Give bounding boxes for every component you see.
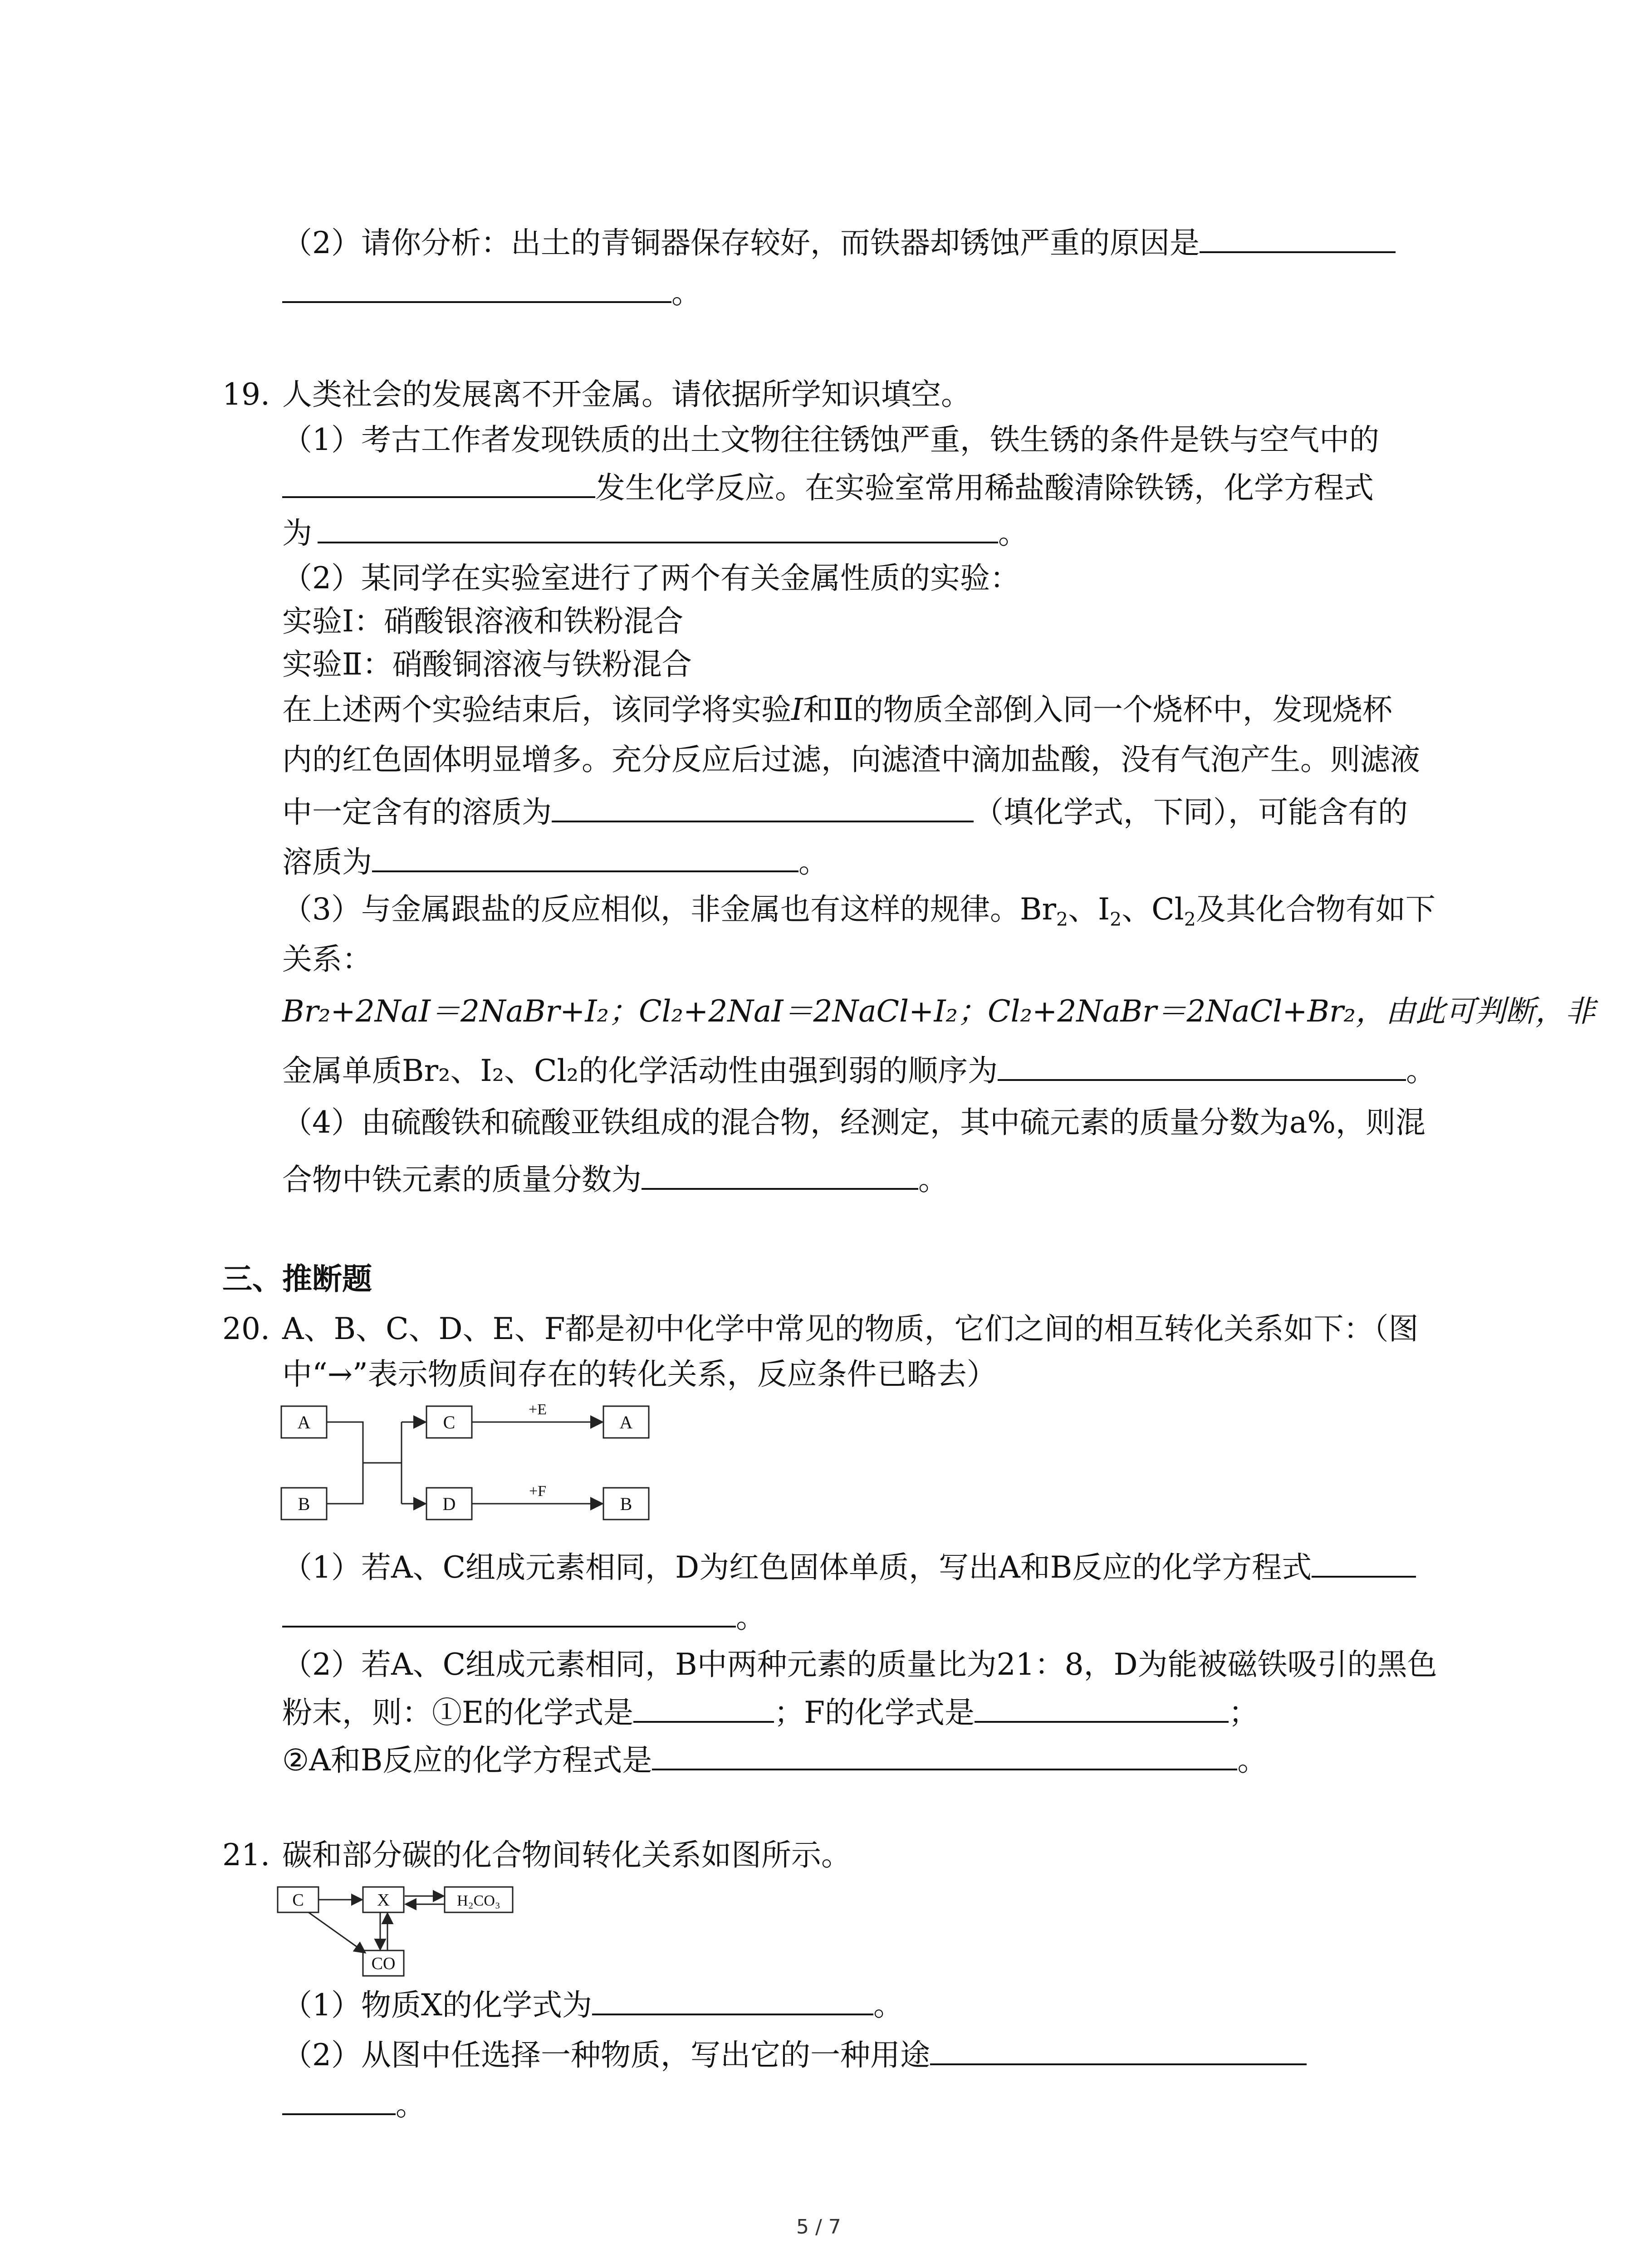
bracket-line (327, 1422, 363, 1504)
text: （1）若A、C组成元素相同，D为红色固体单质，写出A和B反应的化学方程式 (282, 1550, 1312, 1585)
text: 中“→”表示物质间存在的转化关系，反应条件已略去） (282, 1357, 997, 1392)
q20-part1-line2 (282, 1597, 766, 1636)
label-c: C (292, 1891, 304, 1910)
q20-stem-line1 (282, 1311, 1419, 1347)
q21-part1 (282, 1984, 903, 2024)
text: 中一定含有的溶质为 (282, 795, 552, 830)
label-h2co3: H₂CO₃ (457, 1892, 500, 1909)
q19-exp1 (282, 603, 683, 640)
text: （2）从图中任选择一种物质，写出它的一种用途 (282, 2038, 930, 2072)
label-plus-e: +E (529, 1401, 547, 1418)
answer-blank[interactable] (282, 272, 671, 303)
q19-part2-line7 (282, 841, 828, 880)
section-title-text: 三、推断题 (222, 1261, 372, 1296)
answer-blank[interactable] (1312, 1547, 1416, 1578)
text: 发生化学反应。在实验室常用稀盐酸清除铁锈，化学方程式 (595, 470, 1374, 505)
text: 、I (1068, 892, 1110, 927)
answer-blank[interactable] (975, 1692, 1229, 1723)
q19-part2-line5 (282, 742, 1420, 778)
question-number: 19. (222, 377, 270, 412)
q21-stem (282, 1837, 851, 1873)
q19-stem (282, 376, 971, 413)
text: （2）若A、C组成元素相同，B中两种元素的质量比为21：8，D为能被磁铁吸引的黑色 (282, 1647, 1437, 1682)
answer-blank[interactable] (552, 792, 974, 822)
q21-part2-line1 (282, 2034, 1307, 2073)
q19-part2-line6 (282, 792, 1408, 831)
page-number (796, 2209, 841, 2245)
q20-part2-line1 (282, 1647, 1437, 1683)
q20-part1-line1 (282, 1547, 1416, 1586)
q19-part1-line1 (282, 422, 1379, 458)
q19-part2-line1 (282, 560, 1020, 596)
answer-blank[interactable] (652, 1740, 1237, 1770)
text: I (791, 692, 803, 727)
label-co: CO (371, 1954, 396, 1973)
period: 。 (396, 2087, 426, 2122)
text: 为 (282, 516, 312, 551)
text: 合物中铁元素的质量分数为 (282, 1162, 642, 1197)
answer-blank[interactable] (930, 2034, 1307, 2065)
text: 实验Ⅱ：硝酸铜溶液与铁粉混合 (282, 647, 692, 682)
text: 实验Ⅰ：硝酸银溶液和铁粉混合 (282, 604, 684, 639)
text: 内的红色固体明显增多。充分反应后过滤，向滤渣中滴加盐酸，没有气泡产生。则滤液 (282, 742, 1420, 777)
q19-part1-line3 (282, 513, 1028, 552)
q20-number (222, 1311, 270, 1347)
q20-part2-line3 (282, 1740, 1267, 1779)
question-stem: 碳和部分碳的化合物间转化关系如图所示。 (282, 1838, 851, 1872)
label-a-left: A (297, 1412, 311, 1432)
question-number: 21. (222, 1838, 270, 1872)
q21-part2-line2 (282, 2084, 426, 2123)
period: 。 (1237, 1743, 1268, 1778)
answer-blank[interactable] (282, 1597, 736, 1628)
q20-conversion-diagram (272, 1397, 662, 1533)
period: 。 (671, 275, 701, 310)
text: 和Ⅱ的物质全部倒入同一个烧杯中，发现烧杯 (803, 692, 1392, 727)
period: 。 (1406, 1053, 1436, 1088)
subscript: 2 (1110, 909, 1122, 931)
text: 、Cl (1122, 892, 1184, 927)
q19-part2-line4 (282, 692, 1392, 728)
q19-part3-line4 (282, 1050, 1436, 1089)
answer-blank[interactable] (372, 841, 798, 872)
q21-number (222, 1837, 270, 1873)
answer-blank[interactable] (282, 2084, 396, 2115)
text: A、B、C、D、E、F都是初中化学中常见的物质，它们之间的相互转化关系如下：（图 (282, 1311, 1419, 1346)
answer-blank[interactable] (1200, 222, 1396, 253)
period: 。 (736, 1600, 766, 1635)
q19-part4-line1 (282, 1105, 1425, 1141)
question-number: 20. (222, 1311, 270, 1346)
text: （1）考古工作者发现铁质的出土文物往往锈蚀严重，铁生锈的条件是铁与空气中的 (282, 422, 1379, 457)
text: ；F的化学式是 (774, 1695, 975, 1730)
label-c: C (443, 1412, 456, 1432)
answer-blank[interactable] (318, 513, 998, 543)
label-b-left: B (298, 1494, 310, 1514)
text: （2）某同学在实验室进行了两个有关金属性质的实验： (282, 561, 1020, 596)
q20-stem-line2 (282, 1356, 997, 1393)
text: 关系： (282, 942, 372, 977)
text: 金属单质Br₂、I₂、Cl₂的化学活动性由强到弱的顺序为 (282, 1053, 998, 1088)
text: （4）由硫酸铁和硫酸亚铁组成的混合物，经测定，其中硫元素的质量分数为a%，则混 (282, 1105, 1426, 1140)
period: 。 (918, 1162, 948, 1197)
answer-blank[interactable] (592, 1984, 873, 2015)
label-plus-f: +F (529, 1483, 547, 1500)
text: ②A和B反应的化学方程式是 (282, 1743, 652, 1778)
q19-exp2 (282, 646, 692, 683)
answer-blank[interactable] (633, 1692, 774, 1723)
equations: Br₂+2NaI＝2NaBr+I₂；Cl₂+2NaI＝2NaCl+I₂；Cl₂+2NaBr＝2NaCl+Br₂，由此可判断，非 (282, 994, 1596, 1029)
q18-part2-text: （2）请你分析：出土的青铜器保存较好，而铁器却锈蚀严重的原因是 (282, 225, 1200, 260)
q19-part1-line2 (282, 467, 1374, 506)
q19-part3-line2 (282, 941, 372, 978)
subscript: 2 (1184, 909, 1196, 931)
arrow-c-to-co (309, 1912, 365, 1953)
text: （1）物质X的化学式为 (282, 1988, 592, 2023)
period: 。 (798, 845, 828, 880)
section-title (222, 1261, 372, 1297)
text: （填化学式，下同），可能含有的 (974, 795, 1408, 830)
question-stem: 人类社会的发展离不开金属。请依据所学知识填空。 (282, 377, 971, 412)
page-number-text: 5 / 7 (796, 2215, 841, 2239)
q19-part4-line2 (282, 1159, 948, 1198)
text: ； (1228, 1695, 1259, 1730)
q18-part2-line2 (282, 272, 701, 311)
q20-part2-line2 (282, 1692, 1259, 1731)
label-b-right: B (620, 1494, 632, 1514)
label-d: D (442, 1494, 456, 1514)
subscript: 2 (1056, 909, 1068, 931)
text: 及其化合物有如下 (1195, 892, 1435, 927)
text: 在上述两个实验结束后，该同学将实验 (282, 692, 791, 727)
q19-number (222, 376, 270, 413)
answer-blank[interactable] (282, 467, 595, 498)
label-x: X (377, 1891, 390, 1910)
q19-part3-line3 (282, 993, 1595, 1030)
label-a-right: A (619, 1412, 633, 1432)
text: 溶质为 (282, 845, 372, 880)
text: （3）与金属跟盐的反应相似，非金属也有这样的规律。Br (282, 892, 1057, 927)
answer-blank[interactable] (998, 1050, 1406, 1081)
period: 。 (873, 1988, 903, 2023)
text: 粉末，则：①E的化学式是 (282, 1695, 634, 1730)
q21-carbon-diagram (272, 1878, 526, 1982)
period: 。 (998, 516, 1028, 551)
answer-blank[interactable] (642, 1159, 918, 1190)
q19-part3-line1 (282, 891, 1435, 938)
q18-part2-line1 (282, 222, 1396, 261)
